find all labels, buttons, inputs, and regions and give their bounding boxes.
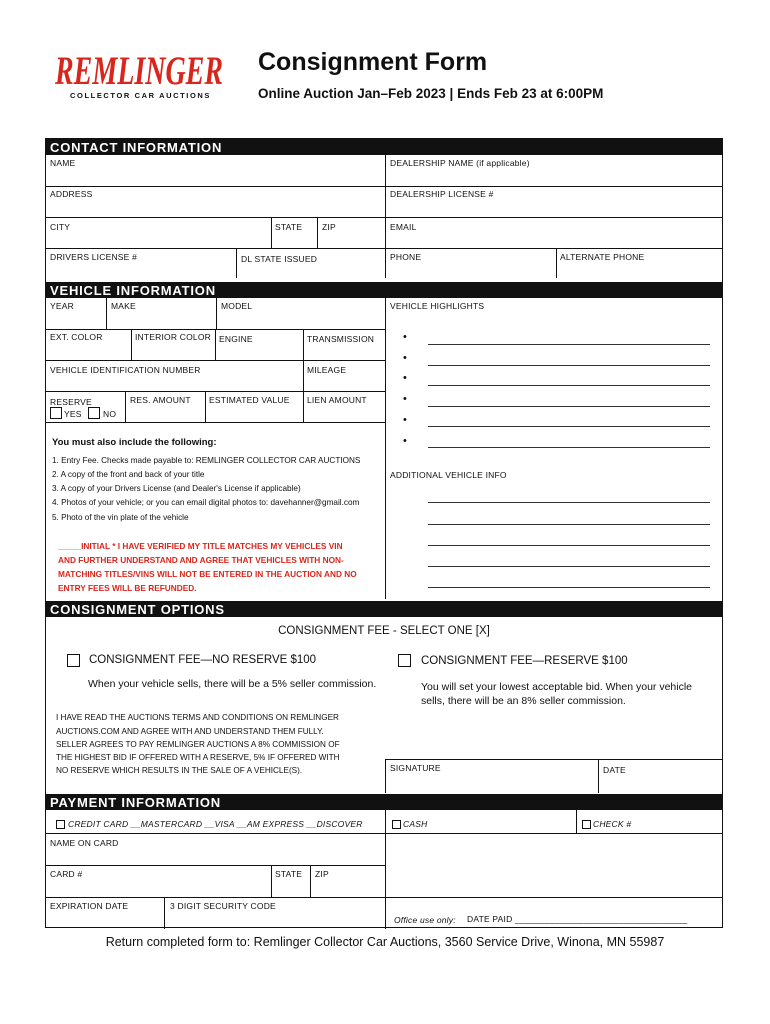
card-number-label: CARD # xyxy=(50,869,83,879)
highlight-bullet: • xyxy=(403,435,407,447)
security-code-label: 3 DIGIT SECURITY CODE xyxy=(170,901,276,911)
date-paid-label: DATE PAID ___________________________________ xyxy=(467,914,688,924)
name-on-card-label: NAME ON CARD xyxy=(50,838,119,848)
terms-line-4: THE HIGHEST BID IF OFFERED WITH A RESERVE, 5% IF OFFERED WITH xyxy=(56,753,340,762)
vehicle-section-header: VEHICLE INFORMATION xyxy=(46,282,722,298)
reserve-option-label: CONSIGNMENT FEE—RESERVE $100 xyxy=(421,655,628,667)
vin-label: VEHICLE IDENTIFICATION NUMBER xyxy=(50,365,201,375)
no-reserve-description: When your vehicle sells, there will be a 5% seller commission. xyxy=(88,678,377,690)
reserve-no-label: NO xyxy=(103,409,117,419)
page-subtitle: Online Auction Jan–Feb 2023 | Ends Feb 23 at 6:00PM xyxy=(258,86,604,101)
initial-line-1: _____INITIAL * I HAVE VERIFIED MY TITLE MATCHES MY VEHICLES VIN xyxy=(58,541,343,551)
terms-line-1: I HAVE READ THE AUCTIONS TERMS AND CONDITIONS ON REMLINGER xyxy=(56,713,339,722)
consignment-form xyxy=(45,138,723,928)
additional-info-label: ADDITIONAL VEHICLE INFO xyxy=(390,470,507,480)
logo-subtitle: COLLECTOR CAR AUCTIONS xyxy=(70,91,212,100)
additional-line-3[interactable] xyxy=(428,545,710,546)
card-types-label: CREDIT CARD __MASTERCARD __VISA __AM EXPRESS __DISCOVER xyxy=(68,819,363,829)
include-item-4: 4. Photos of your vehicle; or you can email digital photos to: davehanner@gmail.com xyxy=(52,498,360,507)
highlight-line-6[interactable] xyxy=(428,447,710,448)
additional-line-2[interactable] xyxy=(428,524,710,525)
page-title: Consignment Form xyxy=(258,48,488,76)
name-label: NAME xyxy=(50,158,76,168)
highlight-bullet: • xyxy=(403,352,407,364)
cash-checkbox[interactable] xyxy=(392,820,401,829)
payment-state-label: STATE xyxy=(275,869,303,879)
consignment-section-header: CONSIGNMENT OPTIONS xyxy=(46,601,722,617)
fee-select-title: CONSIGNMENT FEE - SELECT ONE [X] xyxy=(278,625,490,637)
payment-zip-label: ZIP xyxy=(315,869,329,879)
city-label: CITY xyxy=(50,222,71,232)
remlinger-logo xyxy=(53,44,228,92)
additional-line-4[interactable] xyxy=(428,566,710,567)
dealership-license-label: DEALERSHIP LICENSE # xyxy=(390,189,494,199)
initial-line-4: ENTRY FEES WILL BE REFUNDED. xyxy=(58,583,197,593)
highlight-bullet: • xyxy=(403,372,407,384)
res-amount-label: RES. AMOUNT xyxy=(130,395,191,405)
reserve-description-line-2: sells, there will be an 8% seller commission. xyxy=(421,695,626,707)
expiration-date-label: EXPIRATION DATE xyxy=(50,901,129,911)
check-label: CHECK # xyxy=(593,819,632,829)
transmission-label: TRANSMISSION xyxy=(307,334,375,344)
zip-label: ZIP xyxy=(322,222,336,232)
no-reserve-option-label: CONSIGNMENT FEE—NO RESERVE $100 xyxy=(89,654,317,666)
year-label: YEAR xyxy=(50,301,74,311)
cash-label: CASH xyxy=(403,819,428,829)
highlight-bullet: • xyxy=(403,414,407,426)
additional-line-5[interactable] xyxy=(428,587,710,588)
date-label: DATE xyxy=(603,765,626,775)
include-item-3: 3. A copy of your Drivers License (and Dealer's License if applicable) xyxy=(52,484,301,493)
reserve-label: RESERVE xyxy=(50,397,92,407)
initial-line-3: MATCHING TITLES/VINS WILL NOT BE ENTERED IN THE AUCTION AND NO xyxy=(58,569,357,579)
check-checkbox[interactable] xyxy=(582,820,591,829)
reserve-no-checkbox[interactable] xyxy=(88,407,100,419)
highlight-line-2[interactable] xyxy=(428,365,710,366)
highlight-bullet: • xyxy=(403,331,407,343)
highlight-line-5[interactable] xyxy=(428,426,710,427)
include-item-2: 2. A copy of the front and back of your title xyxy=(52,470,205,479)
additional-line-1[interactable] xyxy=(428,502,710,503)
make-label: MAKE xyxy=(111,301,136,311)
contact-section-header: CONTACT INFORMATION xyxy=(46,139,722,155)
svg-text:REMLINGER: REMLINGER xyxy=(54,48,223,93)
mileage-label: MILEAGE xyxy=(307,365,347,375)
terms-line-3: SELLER AGREES TO PAY REMLINGER AUCTIONS A 8% COMMISSION OF xyxy=(56,740,340,749)
include-item-5: 5. Photo of the vin plate of the vehicle xyxy=(52,513,189,522)
ext-color-label: EXT. COLOR xyxy=(50,332,103,342)
drivers-license-label: DRIVERS LICENSE # xyxy=(50,252,138,262)
reserve-yes-label: YES xyxy=(64,409,82,419)
payment-section-header: PAYMENT INFORMATION xyxy=(46,794,722,810)
alt-phone-label: ALTERNATE PHONE xyxy=(560,252,645,262)
initial-line-2: AND FURTHER UNDERSTAND AND AGREE THAT VEHICLES WITH NON- xyxy=(58,555,344,565)
dl-state-label: DL STATE ISSUED xyxy=(241,254,318,264)
engine-label: ENGINE xyxy=(219,334,253,344)
highlight-line-1[interactable] xyxy=(428,344,710,345)
reserve-checkbox[interactable] xyxy=(398,654,411,667)
terms-line-5: NO RESERVE WHICH RESULTS IN THE SALE OF A VEHICLE(S). xyxy=(56,766,303,775)
address-label: ADDRESS xyxy=(50,189,93,199)
est-value-label: ESTIMATED VALUE xyxy=(209,395,290,405)
dealership-name-label: DEALERSHIP NAME (if applicable) xyxy=(390,158,530,168)
terms-line-2: AUCTIONS.COM AND AGREE WITH AND UNDERSTAND THEM FULLY. xyxy=(56,727,324,736)
reserve-description-line-1: You will set your lowest acceptable bid. When your vehicle xyxy=(421,681,693,693)
must-include-heading: You must also include the following: xyxy=(52,437,217,448)
signature-label: SIGNATURE xyxy=(390,763,441,773)
include-item-1: 1. Entry Fee. Checks made payable to: REMLINGER COLLECTOR CAR AUCTIONS xyxy=(52,456,361,465)
highlight-line-4[interactable] xyxy=(428,406,710,407)
highlight-line-3[interactable] xyxy=(428,385,710,386)
highlights-label: VEHICLE HIGHLIGHTS xyxy=(390,301,485,311)
model-label: MODEL xyxy=(221,301,253,311)
office-use-label: Office use only: xyxy=(394,915,456,925)
no-reserve-checkbox[interactable] xyxy=(67,654,80,667)
lien-amount-label: LIEN AMOUNT xyxy=(307,395,367,405)
int-color-label: INTERIOR COLOR xyxy=(135,332,212,342)
return-instructions: Return completed form to: Remlinger Collector Car Auctions, 3560 Service Drive, Winona, MN 55987 xyxy=(105,935,665,949)
state-label: STATE xyxy=(275,222,303,232)
credit-card-checkbox[interactable] xyxy=(56,820,65,829)
phone-label: PHONE xyxy=(390,252,422,262)
highlight-bullet: • xyxy=(403,393,407,405)
reserve-yes-checkbox[interactable] xyxy=(50,407,62,419)
email-label: EMAIL xyxy=(390,222,417,232)
